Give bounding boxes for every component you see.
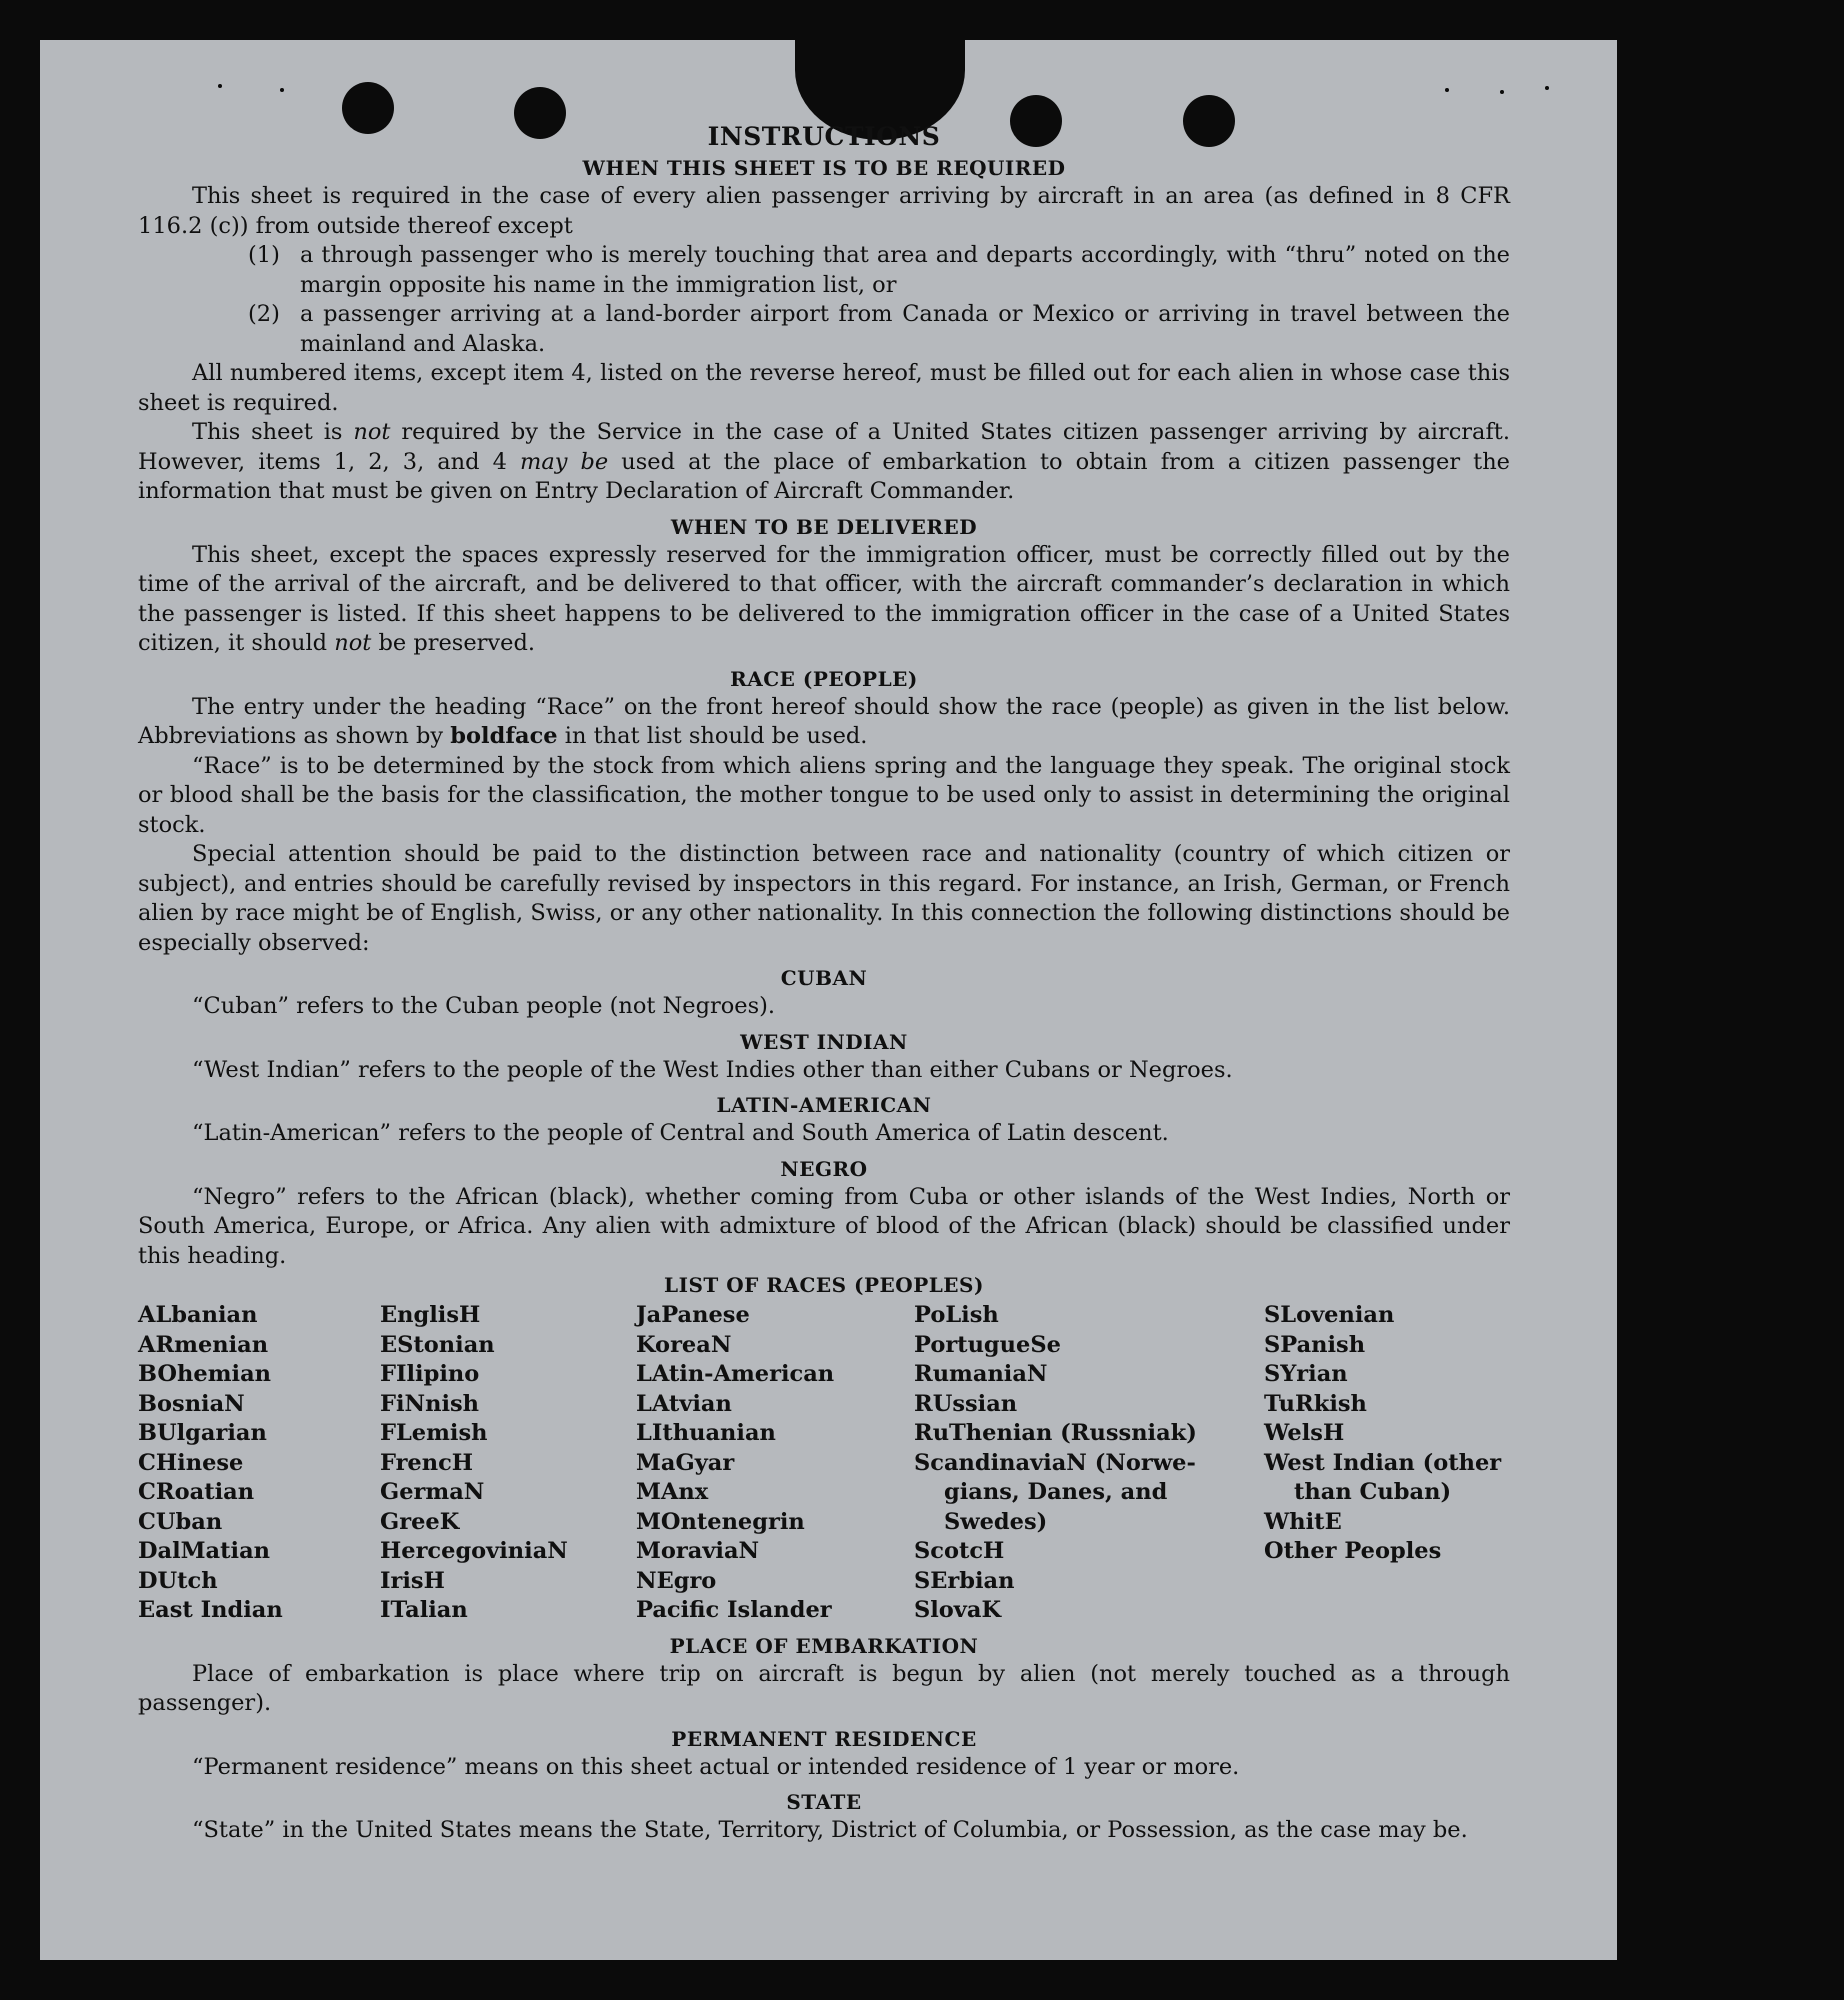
item-text: a passenger arriving at a land-border airport from Canada or Mexico or arriving in travel between the mainland and Alaska. [300,301,1510,357]
races-column [1264,1301,1510,1626]
race-entry: CHinese [138,1449,244,1476]
race-entry: RUssian [914,1390,1018,1417]
races-column [138,1301,380,1626]
race-entry: West Indian (other [1264,1449,1502,1476]
race-entry: Swedes) [944,1508,1048,1535]
paragraph: “Race” is to be determined by the stock from which aliens spring and the language they speak. The original stock or blood shall be the basis for the classification, the mother tongue to be used only to assist in determining the original stock. [138,752,1510,838]
heading-west-indian: WEST INDIAN [740,1029,908,1054]
race-entry: MAnx [636,1479,709,1505]
instructions-content [138,120,1510,1846]
race-entry: PoLish [914,1302,999,1328]
race-entry: EnglisH [380,1302,481,1328]
paragraph: “West Indian” refers to the people of the West Indies other than either Cubans or Negroes. [192,1056,1233,1083]
heading-when-delivered: WHEN TO BE DELIVERED [670,514,978,539]
race-entry: BosniaN [138,1390,245,1417]
race-entry: CRoatian [138,1479,255,1505]
heading-negro: NEGRO [780,1156,868,1181]
race-entry: SPanish [1264,1331,1366,1358]
race-entry: PortugueSe [914,1331,1061,1358]
paragraph: “Cuban” refers to the Cuban people (not Negroes). [192,993,776,1019]
paragraph: The entry under the heading “Race” on the front hereof should show the race (people) as given in the list below. Abbreviations as shown by boldface in that list should be used. [138,693,1510,749]
race-entry: Pacific Islander [636,1597,832,1623]
race-entry: BUlgarian [138,1420,267,1446]
list-item [138,300,1510,359]
race-entry: Other Peoples [1264,1538,1442,1564]
heading-cuban: CUBAN [780,966,868,990]
item-text: a through passenger who is merely touching that area and departs accordingly, with “thru” noted on the margin opposite his name in the immigration list, or [300,242,1510,298]
race-entry: ALbanian [138,1302,258,1328]
race-entry: TuRkish [1264,1390,1367,1417]
heading-list-of-races: LIST OF RACES (PEOPLES) [664,1273,984,1297]
race-entry: WelsH [1264,1420,1345,1446]
race-entry: SErbian [914,1567,1015,1594]
paragraph: Special attention should be paid to the distinction between race and nationality (country of which citizen or subject), and entries should be carefully revised by inspectors in this regard. For instance, an Irish, German, or French alien by race might be of English, Swiss, or any other nationality. In this connection the following distinctions should be especially observed: [138,841,1510,956]
race-entry: SlovaK [914,1597,1002,1623]
race-entry: HercegoviniaN [380,1538,568,1564]
races-list [138,1301,1510,1626]
race-entry: FiNnish [380,1390,480,1417]
race-entry: MOntenegrin [636,1508,805,1535]
race-entry: RuThenian (Russniak) [914,1420,1197,1446]
paragraph: “Permanent residence” means on this sheet actual or intended residence of 1 year or more. [192,1753,1240,1780]
list-item [138,241,1510,300]
paragraph: This sheet is required in the case of every alien passenger arriving by aircraft in an area (as defined in 8 CFR 116.2 (c)) from outside thereof except [138,183,1510,239]
speck [218,84,222,88]
race-entry: ARmenian [138,1331,269,1358]
race-entry: FLemish [380,1420,488,1446]
heading-embarkation: PLACE OF EMBARKATION [669,1633,979,1658]
race-entry: KoreaN [636,1331,732,1358]
race-entry: gians, Danes, and [944,1479,1168,1505]
heading-permanent-residence: PERMANENT RESIDENCE [671,1726,977,1751]
race-entry: FIlipino [380,1361,480,1387]
paragraph: “Latin-American” refers to the people of Central and South America of Latin descent. [192,1120,1169,1146]
paragraph: All numbered items, except item 4, listed on the reverse hereof, must be filled out for each alien in whose case this sheet is required. [138,360,1510,416]
race-entry: CUban [138,1508,223,1535]
race-entry: JaPanese [636,1302,750,1328]
race-entry: MaGyar [636,1449,735,1476]
speck [1445,88,1449,92]
speck [1545,86,1549,90]
race-entry: LAtvian [636,1390,732,1417]
race-entry: ScandinaviaN (Norwe- [914,1449,1196,1476]
races-column [636,1301,914,1626]
race-entry: ITalian [380,1597,468,1623]
race-entry: LIthuanian [636,1420,776,1446]
heading-latin-american: LATIN-AMERICAN [716,1093,932,1117]
races-column [380,1301,636,1626]
page-title: INSTRUCTIONS [707,122,941,151]
race-entry: FrencH [380,1449,474,1476]
document-sheet [40,40,1617,1960]
race-entry: DUtch [138,1567,218,1594]
race-entry: IrisH [380,1567,445,1594]
race-entry: MoraviaN [636,1538,760,1564]
paragraph: “State” in the United States means the State, Territory, District of Columbia, or Possession, as the case may be. [192,1817,1468,1843]
paragraph: Place of embarkation is place where trip on aircraft is begun by alien (not merely touched as a through passenger). [138,1660,1510,1716]
race-entry: DalMatian [138,1538,271,1564]
paragraph: This sheet is not required by the Service in the case of a United States citizen passenger arriving by aircraft. However, items 1, 2, 3, and 4 may be used at the place of embarkation to obtain from a citizen passenger the information that must be given on Entry Declaration of Aircraft Commander. [138,419,1510,504]
item-number: (1) [248,242,280,268]
race-entry: GreeK [380,1508,460,1535]
race-entry: NEgro [636,1567,717,1594]
race-entry: East Indian [138,1597,283,1623]
race-entry: SLovenian [1264,1302,1395,1328]
speck [1500,90,1504,94]
item-number: (2) [248,301,280,327]
race-entry: SYrian [1264,1361,1348,1387]
heading-state: STATE [786,1790,862,1814]
race-entry: RumaniaN [914,1361,1048,1387]
race-entry: BOhemian [138,1361,272,1387]
race-entry: ScotcH [914,1538,1005,1564]
race-entry: LAtin-American [636,1361,835,1387]
speck [280,88,284,92]
race-entry: WhitE [1264,1508,1342,1535]
paragraph: “Negro” refers to the African (black), whether coming from Cuba or other islands of the West Indies, North or South America, Europe, or Africa. Any alien with admixture of blood of the African (black) should be classified under this heading. [138,1183,1510,1269]
heading-race: RACE (PEOPLE) [730,666,918,691]
races-column [914,1301,1264,1626]
race-entry: GermaN [380,1479,485,1505]
race-entry: EStonian [380,1331,495,1358]
heading-when-required: WHEN THIS SHEET IS TO BE REQUIRED [582,156,1066,180]
paragraph: This sheet, except the spaces expressly reserved for the immigration officer, must be correctly filled out by the time of the arrival of the aircraft, and be delivered to that officer, with the aircraft commander’s declaration in which the passenger is listed. If this sheet happens to be delivered to the immigration officer in the case of a United States citizen, it should not be preserved. [138,541,1510,656]
race-entry: than Cuban) [1294,1479,1452,1505]
